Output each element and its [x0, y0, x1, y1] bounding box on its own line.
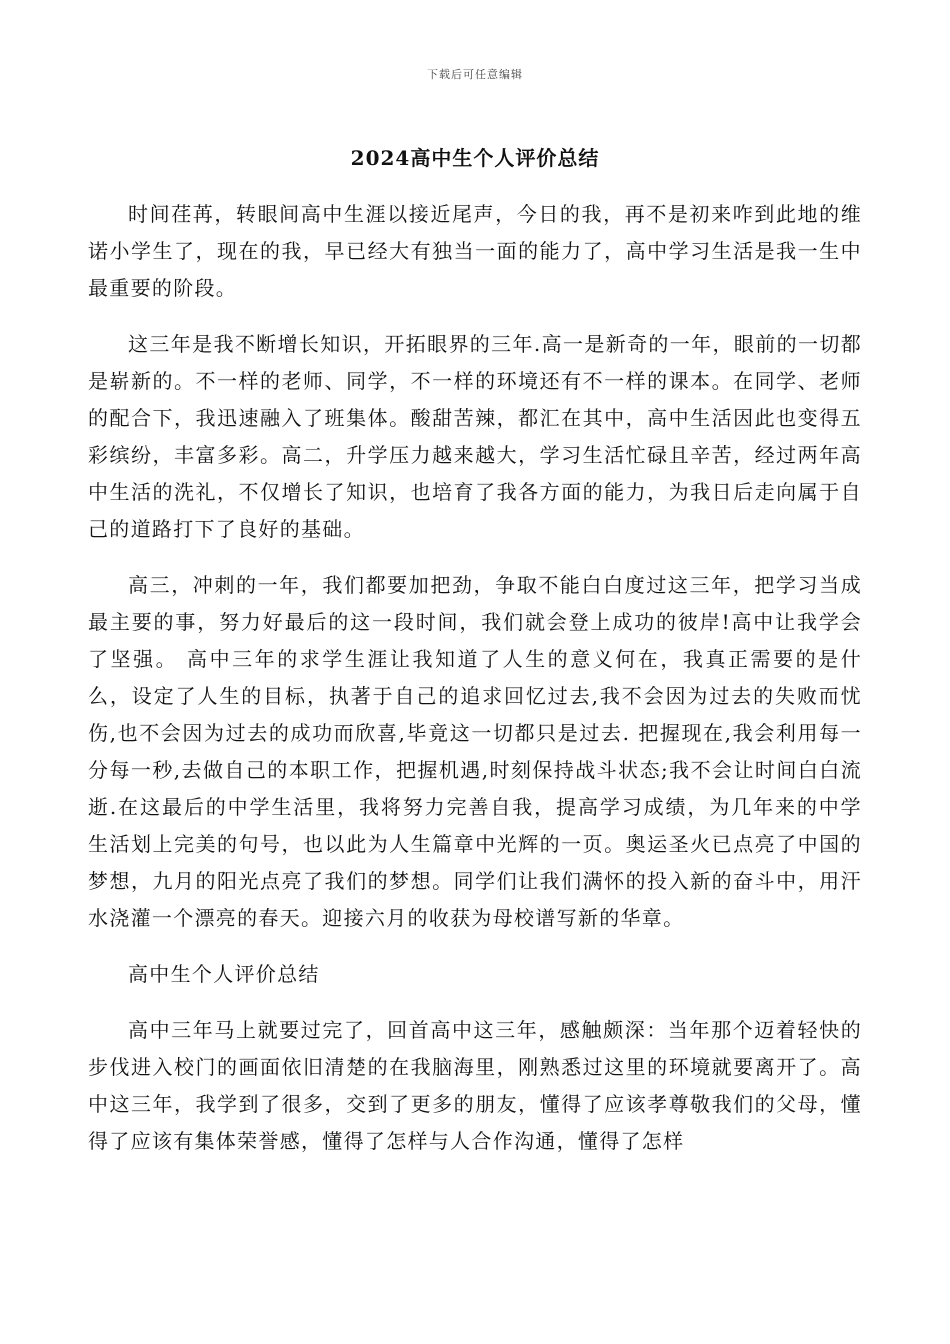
paragraph-2: 这三年是我不断增长知识，开拓眼界的三年.高一是新奇的一年，眼前的一切都是崭新的。不一样的老师、同学，不一样的环境还有不一样的课本。在同学、老师的配合下，我迅速融入了班集体。酸甜苦辣，都汇在其中，高中生活因此也变得五彩缤纷，丰富多彩。高二，升学压力越来越大，学习生活忙碌且辛苦，经过两年高中生活的洗礼，不仅增长了知识，也培育了我各方面的能力，为我日后走向属于自己的道路打下了良好的基础。: [88, 332, 862, 541]
paragraph-3: 高三，冲刺的一年，我们都要加把劲，争取不能白白度过这三年，把学习当成最主要的事，努力好最后的这一段时间，我们就会登上成功的彼岸!高中让我学会了坚强。 高中三年的求学生涯让我知道了人生的意义何在，我真正需要的是什么，设定了人生的目标，执著于自己的追求回忆过去,我不会因为过去的失败而忧伤,也不会因为过去的成功而欣喜,毕竟这一切都只是过去. 把握现在,我会利用每一分每一秒,去做自己的本职工作，把握机遇,时刻保持战斗状态;我不会让时间白白流逝.在这最后的中学生活里，我将努力完善自我，提高学习成绩，为几年来的中学生活划上完美的句号，也以此为人生篇章中光辉的一页。奥运圣火已点亮了中国的梦想，九月的阳光点亮了我们的梦想。同学们让我们满怀的投入新的奋斗中，用汗水浇灌一个漂亮的春天。迎接六月的收获为母校谱写新的华章。: [88, 573, 862, 930]
paragraph-1: 时间荏苒，转眼间高中生涯以接近尾声，今日的我，再不是初来咋到此地的维诺小学生了，现在的我，早已经大有独当一面的能力了，高中学习生活是我一生中最重要的阶段。: [88, 202, 862, 300]
document-body: [88, 196, 862, 1179]
paragraph-4: 高中三年马上就要过完了，回首高中这三年，感触颇深：当年那个迈着轻快的步伐进入校门的画面依旧清楚的在我脑海里，刚熟悉过这里的环境就要离开了。高中这三年，我学到了很多，交到了更多的朋友，懂得了应该孝尊敬我们的父母，懂得了应该有集体荣誉感，懂得了怎样与人合作沟通，懂得了怎样: [88, 1018, 862, 1153]
document-title: 2024高中生个人评价总结: [350, 146, 600, 170]
section-subtitle: 高中生个人评价总结: [128, 962, 320, 986]
header-note: 下载后可任意编辑: [427, 68, 523, 81]
